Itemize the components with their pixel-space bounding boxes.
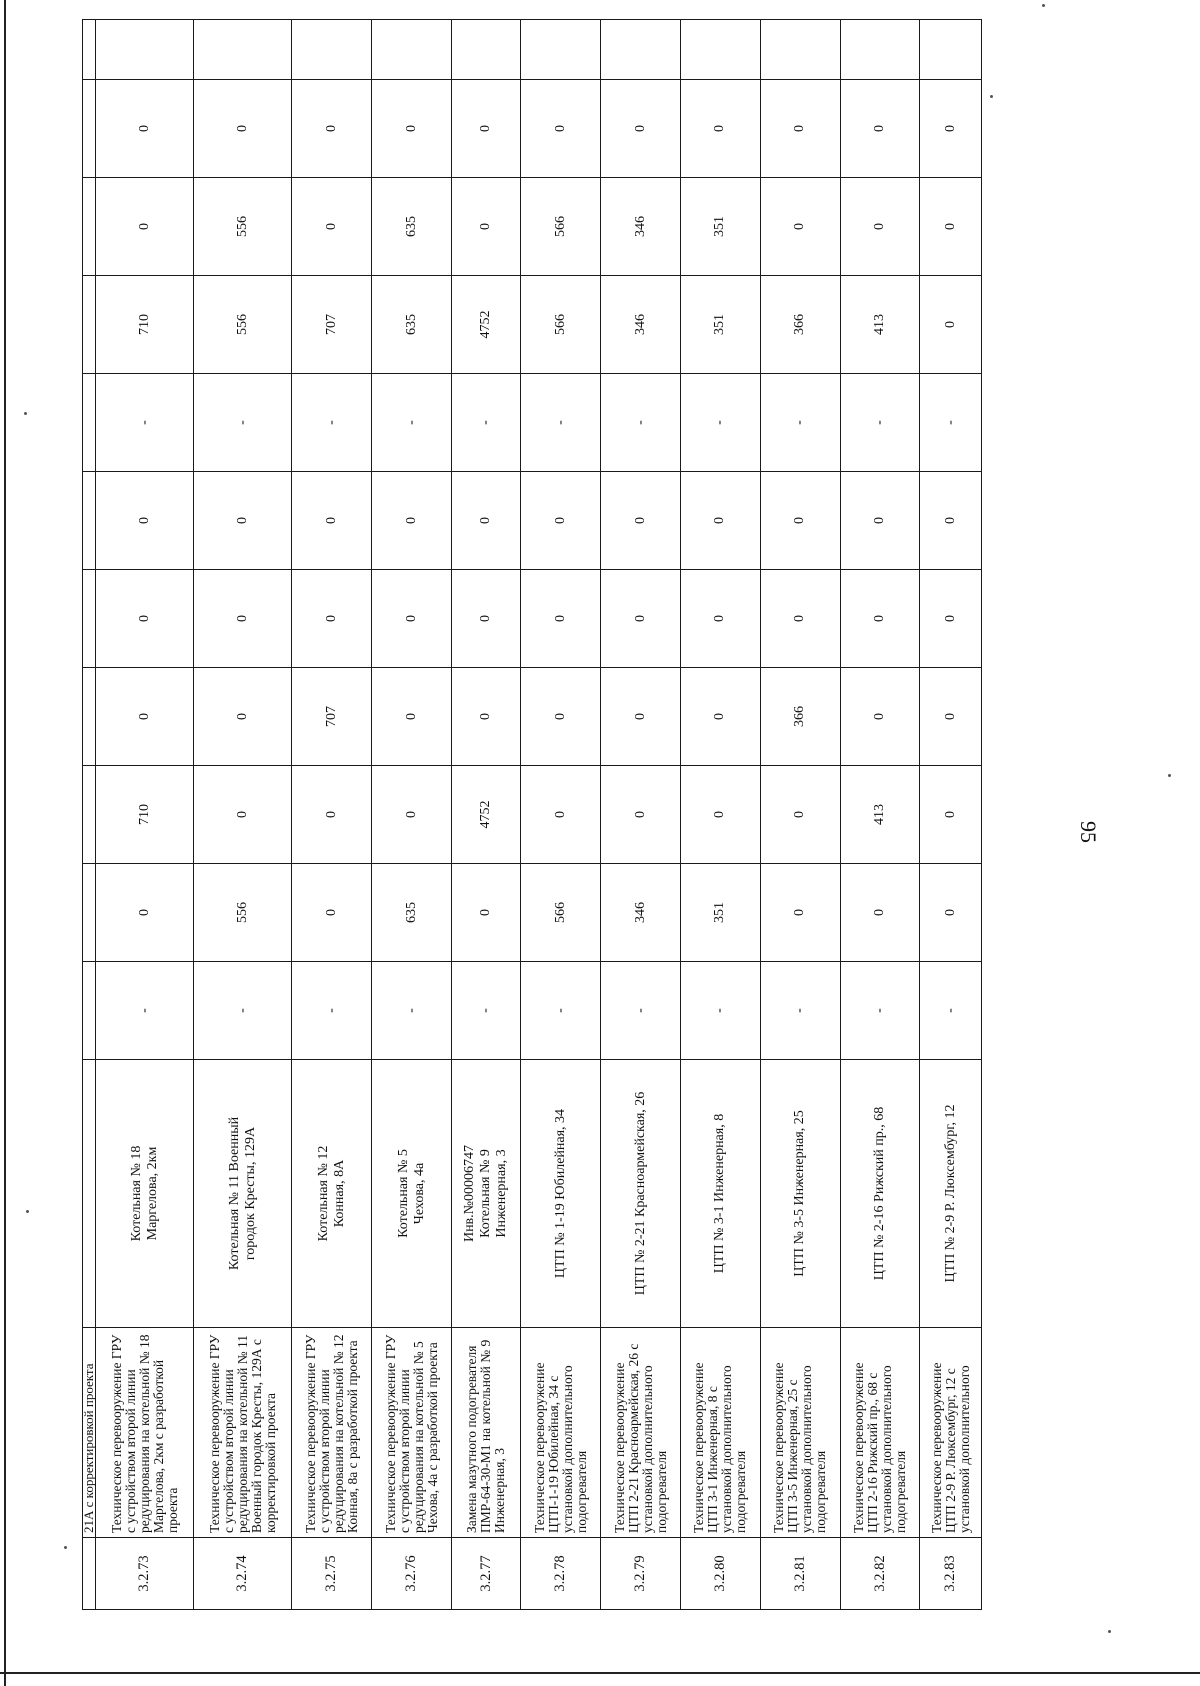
value-cell bbox=[680, 20, 760, 80]
value-cell: - bbox=[920, 374, 982, 472]
value-cell: 0 bbox=[96, 668, 194, 766]
value-cell bbox=[83, 472, 96, 570]
value-cell: 0 bbox=[680, 80, 760, 178]
value-cell: 0 bbox=[601, 80, 681, 178]
value-cell bbox=[83, 80, 96, 178]
value-cell: 346 bbox=[601, 864, 681, 962]
value-cell: - bbox=[760, 374, 840, 472]
investment-table bbox=[82, 19, 982, 1610]
value-cell bbox=[521, 20, 601, 80]
value-cell: 556 bbox=[194, 178, 292, 276]
value-cell: 0 bbox=[451, 668, 520, 766]
value-cell bbox=[292, 20, 372, 80]
value-cell: 635 bbox=[372, 276, 452, 374]
left-edge-line bbox=[4, 0, 6, 1686]
measure-name: Техническое перевооружение ЦТП 3-5 Инженерная, 25 с установкой дополнительного подогревателя bbox=[760, 1328, 840, 1538]
value-cell bbox=[83, 668, 96, 766]
facility-name: ЦТП № 2-21 Красноармейская, 26 bbox=[601, 1060, 681, 1328]
measure-name: Техническое перевооружение ГРУ с устройством второй линии редуцирования на котельной № 5 Чехова, 4а с разработкой проекта bbox=[372, 1328, 452, 1538]
value-cell: 0 bbox=[920, 570, 982, 668]
value-cell: 0 bbox=[920, 276, 982, 374]
facility-name: ЦТП № 3-5 Инженерная, 25 bbox=[760, 1060, 840, 1328]
value-cell: - bbox=[194, 374, 292, 472]
value-cell: 0 bbox=[194, 668, 292, 766]
value-cell: 0 bbox=[451, 864, 520, 962]
value-cell bbox=[83, 20, 96, 80]
value-cell: - bbox=[292, 374, 372, 472]
measure-name: Техническое перевооружение ГРУ с устройством второй линии редуцирования на котельной № 12 Конная, 8а с разработкой проекта bbox=[292, 1328, 372, 1538]
table-row-continuation bbox=[83, 20, 96, 1610]
item-number: 3.2.77 bbox=[451, 1538, 520, 1610]
value-cell bbox=[760, 20, 840, 80]
value-cell: 0 bbox=[601, 570, 681, 668]
value-cell bbox=[372, 20, 452, 80]
item-number: 3.2.78 bbox=[521, 1538, 601, 1610]
value-cell: - bbox=[451, 374, 520, 472]
value-cell: 710 bbox=[96, 276, 194, 374]
value-cell: 0 bbox=[920, 472, 982, 570]
value-cell bbox=[601, 20, 681, 80]
value-cell bbox=[83, 276, 96, 374]
value-cell: 0 bbox=[194, 80, 292, 178]
value-cell: 0 bbox=[372, 472, 452, 570]
facility-name: ЦТП № 2-16 Рижский пр., 68 bbox=[840, 1060, 920, 1328]
value-cell: 635 bbox=[372, 178, 452, 276]
page-number: 95 bbox=[1076, 821, 1101, 843]
value-cell: 4752 bbox=[451, 766, 520, 864]
value-cell: 0 bbox=[372, 570, 452, 668]
facility-name: Котельная № 11 Военный городок Кресты, 129А bbox=[194, 1060, 292, 1328]
value-cell bbox=[840, 20, 920, 80]
table-row bbox=[760, 20, 840, 1610]
value-cell: - bbox=[601, 374, 681, 472]
value-cell: 0 bbox=[760, 80, 840, 178]
value-cell: 0 bbox=[840, 472, 920, 570]
value-cell: 0 bbox=[96, 864, 194, 962]
value-cell bbox=[451, 20, 520, 80]
table-row bbox=[680, 20, 760, 1610]
value-cell: 0 bbox=[920, 80, 982, 178]
value-cell: 0 bbox=[840, 178, 920, 276]
facility-name: ЦТП № 1-19 Юбилейная, 34 bbox=[521, 1060, 601, 1328]
value-cell bbox=[83, 766, 96, 864]
value-cell: - bbox=[372, 962, 452, 1060]
value-cell: 556 bbox=[194, 276, 292, 374]
item-number: 3.2.76 bbox=[372, 1538, 452, 1610]
value-cell: 4752 bbox=[451, 276, 520, 374]
measure-name: Техническое перевооружение ЦТП 2-21 Красноармейская, 26 с установкой дополнительного подогревателя bbox=[601, 1328, 681, 1538]
scan-speck bbox=[64, 1546, 67, 1549]
value-cell: 366 bbox=[760, 276, 840, 374]
facility-name: Котельная № 12 Конная, 8А bbox=[292, 1060, 372, 1328]
value-cell: 556 bbox=[194, 864, 292, 962]
value-cell: 0 bbox=[601, 472, 681, 570]
value-cell: 0 bbox=[760, 570, 840, 668]
scan-speck bbox=[1168, 774, 1171, 777]
value-cell bbox=[96, 20, 194, 80]
value-cell: 0 bbox=[451, 178, 520, 276]
value-cell: - bbox=[96, 374, 194, 472]
value-cell: 0 bbox=[292, 472, 372, 570]
item-number: 3.2.75 bbox=[292, 1538, 372, 1610]
value-cell: 0 bbox=[840, 570, 920, 668]
value-cell: 0 bbox=[680, 668, 760, 766]
value-cell: - bbox=[372, 374, 452, 472]
value-cell: 0 bbox=[920, 668, 982, 766]
value-cell: 0 bbox=[521, 472, 601, 570]
value-cell: 710 bbox=[96, 766, 194, 864]
facility-name: Котельная № 18 Маргелова, 2км bbox=[96, 1060, 194, 1328]
measure-name: Техническое перевооружение ЦТП 2-9 Р. Люксембург, 12 с установкой дополнительного bbox=[920, 1328, 982, 1538]
value-cell: 566 bbox=[521, 864, 601, 962]
facility-name: ЦТП № 3-1 Инженерная, 8 bbox=[680, 1060, 760, 1328]
value-cell: 366 bbox=[760, 668, 840, 766]
value-cell: 351 bbox=[680, 276, 760, 374]
table-row bbox=[601, 20, 681, 1610]
value-cell: - bbox=[96, 962, 194, 1060]
item-number bbox=[83, 1538, 96, 1610]
value-cell: 0 bbox=[601, 766, 681, 864]
value-cell: 0 bbox=[840, 668, 920, 766]
value-cell: 0 bbox=[96, 472, 194, 570]
value-cell bbox=[194, 20, 292, 80]
measure-name: Техническое перевооружение ЦТП 2-16 Рижский пр., 68 с установкой дополнительного подогревателя bbox=[840, 1328, 920, 1538]
value-cell: 0 bbox=[96, 570, 194, 668]
value-cell: - bbox=[840, 374, 920, 472]
table-row bbox=[451, 20, 520, 1610]
item-number: 3.2.81 bbox=[760, 1538, 840, 1610]
value-cell: 0 bbox=[840, 864, 920, 962]
value-cell: 0 bbox=[760, 766, 840, 864]
value-cell: 346 bbox=[601, 178, 681, 276]
value-cell: 0 bbox=[96, 80, 194, 178]
value-cell bbox=[920, 20, 982, 80]
scan-speck bbox=[1108, 1630, 1111, 1633]
table-row bbox=[920, 20, 982, 1610]
value-cell: 0 bbox=[451, 80, 520, 178]
value-cell: 0 bbox=[680, 472, 760, 570]
value-cell: 707 bbox=[292, 668, 372, 766]
value-cell: 0 bbox=[521, 80, 601, 178]
value-cell: - bbox=[920, 962, 982, 1060]
value-cell: 0 bbox=[760, 864, 840, 962]
scan-speck bbox=[26, 1210, 29, 1213]
value-cell: 0 bbox=[760, 472, 840, 570]
value-cell: 635 bbox=[372, 864, 452, 962]
value-cell: 413 bbox=[840, 766, 920, 864]
item-number: 3.2.83 bbox=[920, 1538, 982, 1610]
facility-name bbox=[83, 1060, 96, 1328]
value-cell bbox=[83, 864, 96, 962]
value-cell: 0 bbox=[601, 668, 681, 766]
scan-speck bbox=[24, 412, 27, 415]
table-row bbox=[840, 20, 920, 1610]
value-cell bbox=[83, 178, 96, 276]
value-cell: 0 bbox=[680, 570, 760, 668]
value-cell: - bbox=[760, 962, 840, 1060]
value-cell: 0 bbox=[194, 570, 292, 668]
table-row bbox=[372, 20, 452, 1610]
measure-name: Техническое перевооружение ГРУ с устройством второй линии редуцирования на котельной № 18 Маргелова, 2км с разработкой проекта bbox=[96, 1328, 194, 1538]
value-cell: - bbox=[451, 962, 520, 1060]
measure-name: Техническое перевооружение ГРУ с устройством второй линии редуцирования на котельной № 11 Военный городок Кресты, 129А с корректировкой проекта bbox=[194, 1328, 292, 1538]
value-cell: 351 bbox=[680, 864, 760, 962]
value-cell: 0 bbox=[521, 668, 601, 766]
value-cell: 0 bbox=[292, 80, 372, 178]
value-cell: 0 bbox=[292, 178, 372, 276]
value-cell: - bbox=[292, 962, 372, 1060]
value-cell: 0 bbox=[194, 766, 292, 864]
value-cell: - bbox=[840, 962, 920, 1060]
value-cell: 0 bbox=[451, 472, 520, 570]
value-cell bbox=[83, 374, 96, 472]
value-cell: 0 bbox=[372, 766, 452, 864]
value-cell: 566 bbox=[521, 276, 601, 374]
value-cell: 0 bbox=[451, 570, 520, 668]
item-number: 3.2.80 bbox=[680, 1538, 760, 1610]
value-cell: 0 bbox=[194, 472, 292, 570]
value-cell: 707 bbox=[292, 276, 372, 374]
item-number: 3.2.79 bbox=[601, 1538, 681, 1610]
value-cell: 0 bbox=[372, 668, 452, 766]
measure-name: Замена мазутного подогревателя ПМР-64-30-М1 на котельной № 9 Инженерная, 3 bbox=[451, 1328, 520, 1538]
facility-name: ЦТП № 2-9 Р. Люксембург, 12 bbox=[920, 1060, 982, 1328]
scan-speck bbox=[990, 95, 993, 98]
value-cell: 0 bbox=[920, 864, 982, 962]
value-cell: 0 bbox=[521, 766, 601, 864]
table-row bbox=[194, 20, 292, 1610]
facility-name: Котельная № 5 Чехова, 4а bbox=[372, 1060, 452, 1328]
value-cell: 413 bbox=[840, 276, 920, 374]
value-cell: 0 bbox=[920, 766, 982, 864]
item-number: 3.2.73 bbox=[96, 1538, 194, 1610]
table-row bbox=[96, 20, 194, 1610]
table-row bbox=[521, 20, 601, 1610]
value-cell: 0 bbox=[372, 80, 452, 178]
value-cell: 0 bbox=[521, 570, 601, 668]
table-row bbox=[292, 20, 372, 1610]
item-number: 3.2.82 bbox=[840, 1538, 920, 1610]
value-cell: 0 bbox=[840, 80, 920, 178]
value-cell: - bbox=[194, 962, 292, 1060]
value-cell: 346 bbox=[601, 276, 681, 374]
value-cell: 351 bbox=[680, 178, 760, 276]
value-cell: 0 bbox=[292, 766, 372, 864]
value-cell: 0 bbox=[96, 178, 194, 276]
value-cell: 0 bbox=[760, 178, 840, 276]
rotated-table-wrapper bbox=[82, 20, 982, 1610]
bottom-edge-line bbox=[0, 1672, 1200, 1674]
measure-name: Техническое перевооружение ЦТП-1-19 Юбилейная, 34 с установкой дополнительного подогревателя bbox=[521, 1328, 601, 1538]
value-cell: 0 bbox=[292, 864, 372, 962]
value-cell: 0 bbox=[680, 766, 760, 864]
measure-name: Техническое перевооружение ЦТП 3-1 Инженерная, 8 с установкой дополнительного подогревателя bbox=[680, 1328, 760, 1538]
value-cell: - bbox=[680, 374, 760, 472]
value-cell bbox=[83, 570, 96, 668]
facility-name: Инв.№00006747 Котельная № 9 Инженерная, 3 bbox=[451, 1060, 520, 1328]
value-cell: - bbox=[601, 962, 681, 1060]
value-cell: - bbox=[521, 962, 601, 1060]
value-cell: - bbox=[680, 962, 760, 1060]
value-cell: - bbox=[521, 374, 601, 472]
value-cell: 0 bbox=[920, 178, 982, 276]
item-number: 3.2.74 bbox=[194, 1538, 292, 1610]
value-cell bbox=[83, 962, 96, 1060]
value-cell: 0 bbox=[292, 570, 372, 668]
value-cell: 566 bbox=[521, 178, 601, 276]
measure-name: 21А с корректировкой проекта bbox=[83, 1328, 96, 1538]
scan-speck bbox=[1042, 4, 1045, 7]
